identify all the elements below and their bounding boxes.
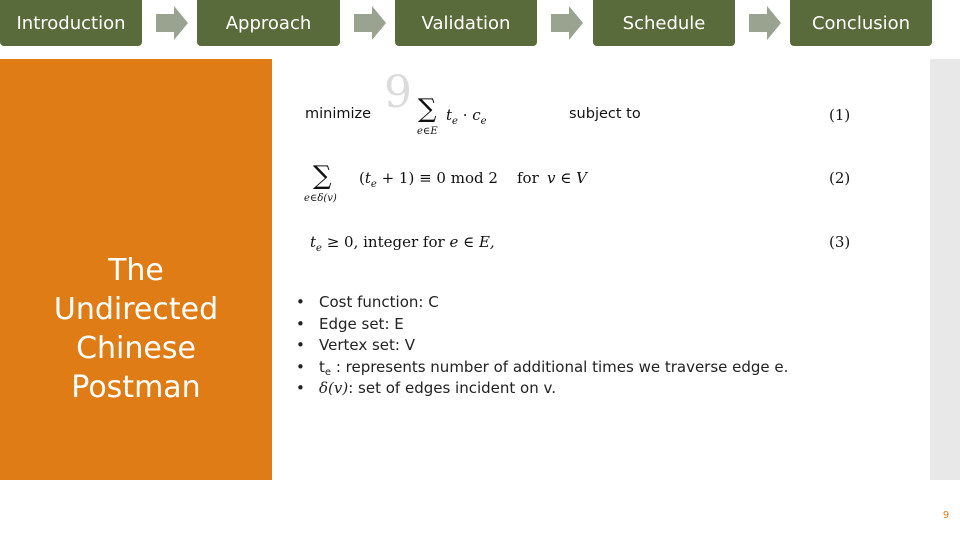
nav-step-approach[interactable]: Approach xyxy=(197,0,340,46)
parity-constraint: $(t_e + 1) \equiv 0$ mod 2 xyxy=(359,169,498,190)
slide-title xyxy=(0,251,272,407)
formulation xyxy=(272,59,930,279)
for-label: for xyxy=(517,169,539,187)
side-strip xyxy=(930,59,960,480)
list-item: • Cost function: C xyxy=(296,292,788,314)
bullet-icon: • xyxy=(296,379,305,397)
nav-step-validation[interactable]: Validation xyxy=(395,0,537,46)
nav-step-introduction[interactable]: Introduction xyxy=(0,0,142,46)
title-line: The xyxy=(108,253,164,288)
equation-number: (2) xyxy=(829,169,851,187)
nav-step-conclusion[interactable]: Conclusion xyxy=(790,0,932,46)
sum-index: e∈δ(v) xyxy=(304,193,337,204)
list-item: • Vertex set: V xyxy=(296,335,788,357)
bullet-icon: • xyxy=(296,336,305,354)
subject-to-label: subject to xyxy=(569,106,641,122)
bullet-icon: • xyxy=(296,293,305,311)
right-arrow-icon xyxy=(749,6,781,40)
nav-step-schedule[interactable]: Schedule xyxy=(593,0,735,46)
equation-1 xyxy=(272,95,930,145)
right-arrow-icon xyxy=(156,6,188,40)
bullet-icon: • xyxy=(296,357,305,376)
title-line: Postman xyxy=(71,370,201,405)
title-panel xyxy=(0,59,272,480)
minimize-label: minimize xyxy=(305,106,372,122)
sum-index: e∈E xyxy=(417,126,438,137)
list-item: • Edge set: E xyxy=(296,314,788,336)
sum-symbol: ∑ xyxy=(313,161,332,191)
objective-term: $t_e \cdot c_e$ xyxy=(446,106,487,127)
equation-number: (1) xyxy=(829,106,851,124)
title-line: Chinese xyxy=(76,331,196,366)
vertex-domain: v ∈ V xyxy=(547,169,587,187)
list-item: • $t_e$ : represents number of additional times we traverse edge e. xyxy=(296,357,789,378)
faint-watermark-glyph: 9 xyxy=(384,67,412,118)
equation-2 xyxy=(272,163,930,213)
equation-number: (3) xyxy=(829,233,851,251)
equation-3 xyxy=(272,227,930,277)
right-arrow-icon xyxy=(551,6,583,40)
bullet-icon: • xyxy=(296,314,305,333)
integrality-constraint: $t_e \ge 0$, integer for e ∈ E, xyxy=(310,233,495,254)
definitions-list xyxy=(296,292,788,400)
title-line: Undirected xyxy=(53,292,219,327)
right-arrow-icon xyxy=(354,6,386,40)
page-number: 9 xyxy=(942,510,950,521)
sum-symbol: ∑ xyxy=(418,94,437,124)
list-item: • δ(v): set of edges incident on v. xyxy=(296,378,788,400)
